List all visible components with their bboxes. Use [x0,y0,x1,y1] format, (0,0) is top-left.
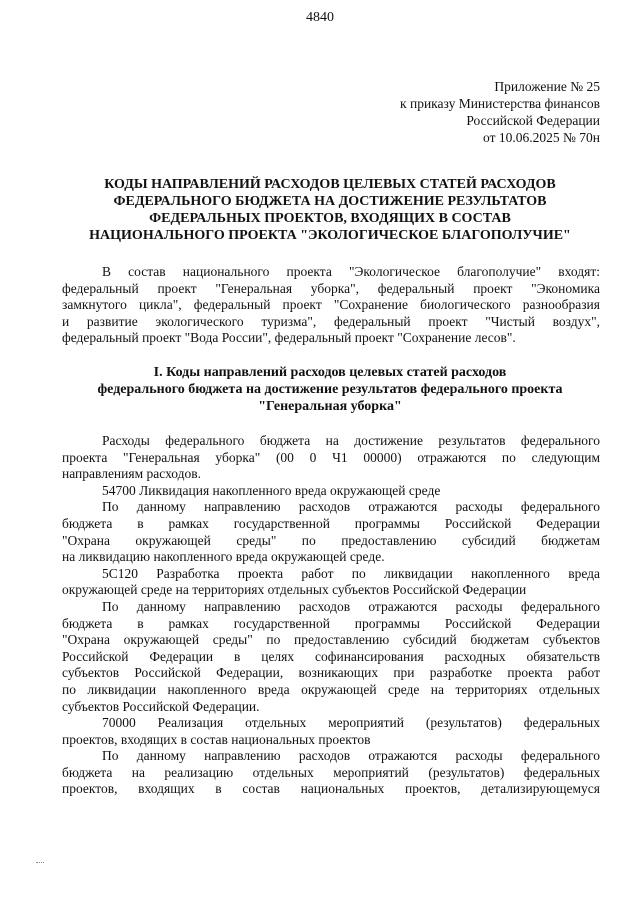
text-line: субъектов Российской Федерации, возникающих при разработке проекта работ [62,665,600,681]
appendix-reference [360,78,600,146]
section-title-line: I. Коды направлений расходов целевых статей расходов [153,365,507,380]
intro-paragraph [62,264,600,347]
text-line: проектов, входящих в состав национальных проектов, детализирующемуся [62,781,600,797]
scan-mark [36,862,44,864]
text-line: 70000 Реализация отдельных мероприятий (результатов) федеральных [102,715,600,731]
title-line: ФЕДЕРАЛЬНОГО БЮДЖЕТА НА ДОСТИЖЕНИЕ РЕЗУЛЬТАТОВ [113,194,547,209]
text-line: окружающей среде на территориях отдельных субъектов Российской Федерации [62,582,527,598]
text-line: субъектов Российской Федерации. [62,698,260,714]
text-line: по ликвидации накопленного вреда окружающей среде на территориях отдельных [62,681,600,697]
text-line: бюджета в рамках государственной программы Российской Федерации [62,615,600,631]
text-line: бюджета на реализацию отдельных мероприятий (результатов) федеральных [62,764,600,780]
text-line: 5С120 Разработка проекта работ по ликвидации накопленного вреда [102,565,600,581]
text-line: федеральный проект "Генеральная уборка", федеральный проект "Экономика [62,280,600,296]
section-title-line: федерального бюджета на достижение результатов федерального проекта [97,382,563,397]
text-line: "Охрана окружающей среды" по предоставлению субсидий бюджетам субъектов [62,632,600,648]
text-line: проектов, входящих в состав национальных проектов [62,731,371,747]
section-title-line: "Генеральная уборка" [258,399,402,414]
text-line: и развитие экологического туризма", федеральный проект "Чистый воздух", [62,313,600,329]
document-title [60,176,600,244]
appendix-line: от 10.06.2025 № 70н [483,130,600,145]
text-line: По данному направлению расходов отражаются расходы федерального [102,748,600,764]
text-line: По данному направлению расходов отражаются расходы федерального [102,598,600,614]
text-line: "Охрана окружающей среды" по предоставлению субсидий бюджетам [62,532,600,548]
title-line: КОДЫ НАПРАВЛЕНИЙ РАСХОДОВ ЦЕЛЕВЫХ СТАТЕЙ РАСХОДОВ [104,177,556,192]
text-line: Российской Федерации в целях софинансирования расходных обязательств [62,648,600,664]
appendix-line: к приказу Министерства финансов [400,96,600,111]
page-number: 4840 [306,10,334,25]
text-line: на ликвидацию накопленного вреда окружающей среде. [62,549,385,565]
text-line: замкнутого цикла", федеральный проект "Сохранение биологического разнообразия [62,297,600,313]
text-line: В состав национального проекта "Экологическое благополучие" входят: [102,264,600,279]
text-line: 54700 Ликвидация накопленного вреда окружающей среде [102,482,441,498]
section-title [60,364,600,415]
text-line: бюджета в рамках государственной программы Российской Федерации [62,515,600,531]
text-line: Расходы федерального бюджета на достижение результатов федерального [102,433,600,448]
section-body [62,433,600,798]
appendix-line: Российской Федерации [466,113,600,128]
text-line: проекта "Генеральная уборка" (00 0 Ч1 00000) отражаются по следующим [62,449,600,465]
appendix-line: Приложение № 25 [494,79,600,94]
title-line: ФЕДЕРАЛЬНЫХ ПРОЕКТОВ, ВХОДЯЩИХ В СОСТАВ [149,211,511,226]
title-line: НАЦИОНАЛЬНОГО ПРОЕКТА "ЭКОЛОГИЧЕСКОЕ БЛАГОПОЛУЧИЕ" [89,228,571,243]
text-line: По данному направлению расходов отражаются расходы федерального [102,499,600,515]
text-line: направлениям расходов. [62,466,202,482]
text-line: федеральный проект "Вода России", федеральный проект "Сохранение лесов". [62,330,516,346]
